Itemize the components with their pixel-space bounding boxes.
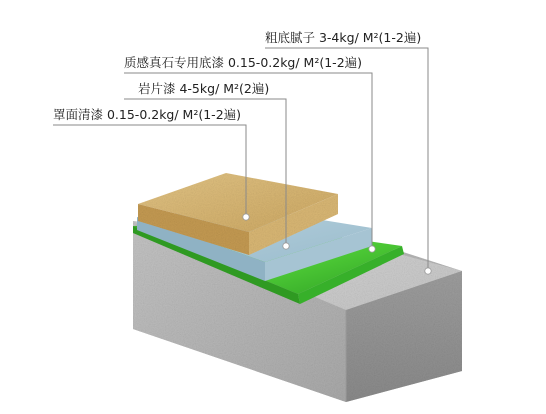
label-coarse-putty: 粗底腻子 3-4kg/ M²(1-2遍) [265,30,422,45]
label-stone-primer: 质感真石专用底漆 0.15-0.2kg/ M²(1-2遍) [124,55,363,70]
label-stone-flake-paint: 岩片漆 4-5kg/ M²(2遍) [138,81,270,96]
label-top-clear-coat: 罩面清漆 0.15-0.2kg/ M²(1-2遍) [53,107,242,122]
